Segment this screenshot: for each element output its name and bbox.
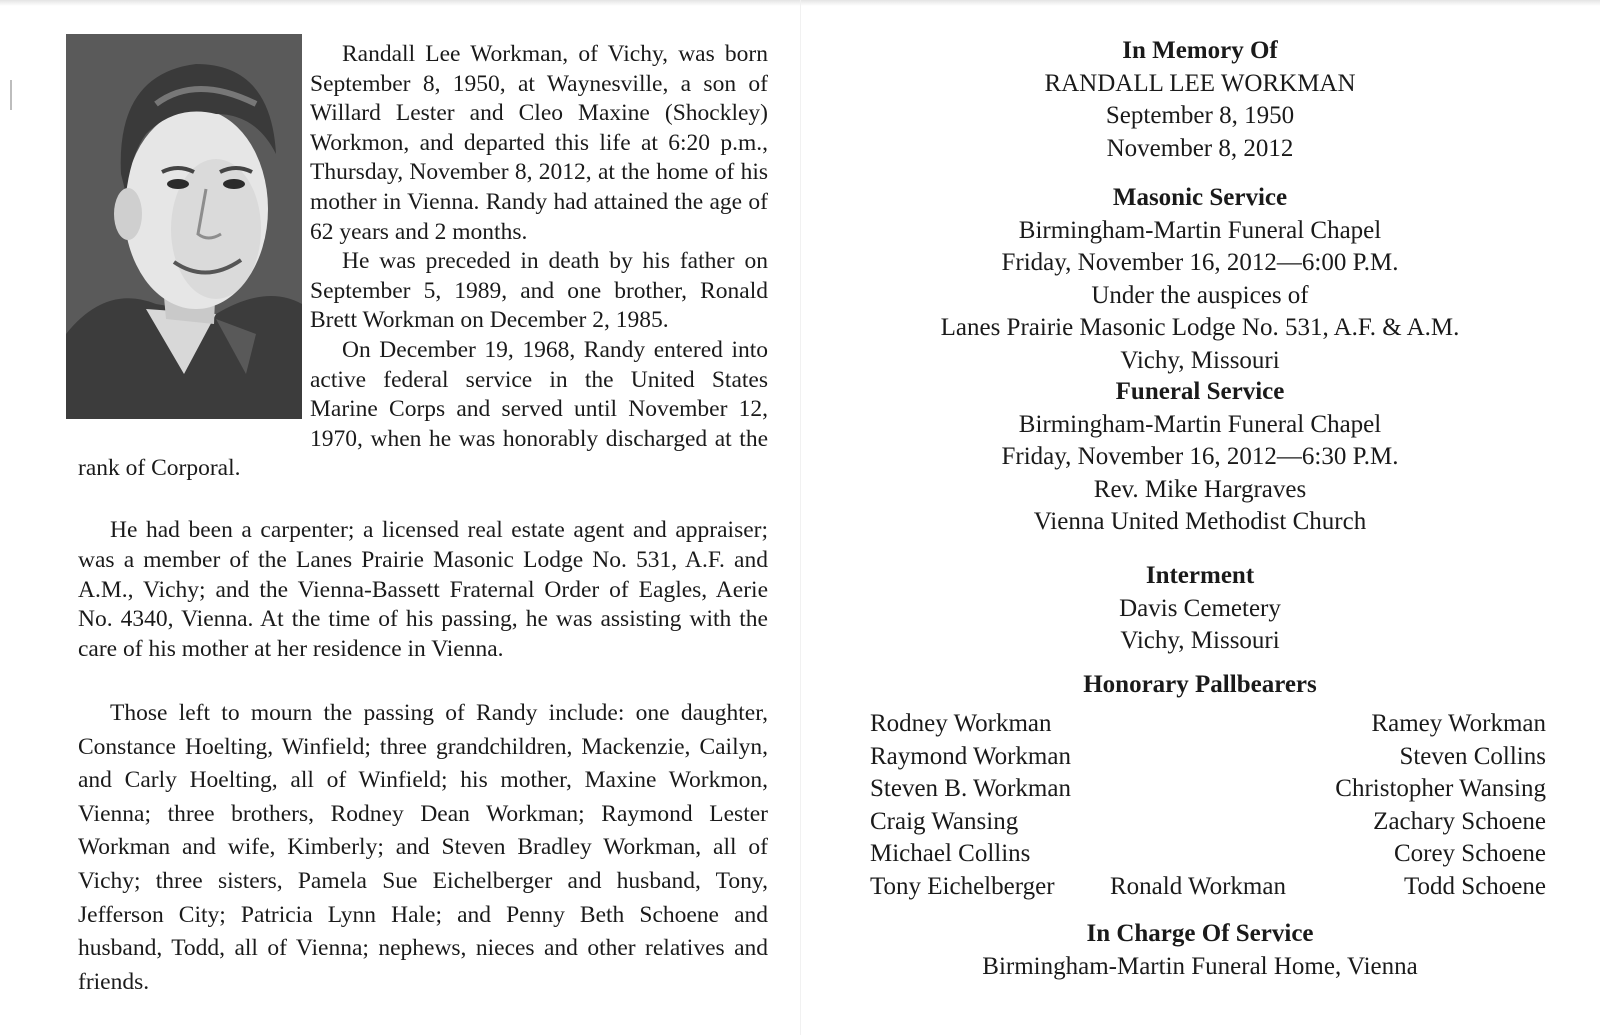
obituary-text-survivors	[78, 697, 768, 999]
in-charge-section	[800, 918, 1600, 983]
memory-section	[800, 35, 1600, 165]
bio-paragraph-preceded: He was preceded in death by his father on September 5, 1989, and one brother, Ronald Brett Workman on December 2, 1985.	[310, 248, 768, 334]
obituary-text	[78, 40, 768, 484]
pallbearers-heading: Honorary Pallbearers	[1083, 671, 1317, 698]
masonic-datetime: Friday, November 16, 2012—6:00 P.M.	[1001, 249, 1399, 276]
pallbearers-heading-wrap	[800, 669, 1600, 702]
masonic-auspices: Under the auspices of	[1091, 281, 1309, 309]
masonic-section	[800, 182, 1600, 377]
funeral-place: Birmingham-Martin Funeral Chapel	[1018, 410, 1382, 438]
interment-cemetery: Davis Cemetery	[1119, 594, 1281, 622]
pallbearer-name: Raymond Workman	[870, 742, 1071, 770]
funeral-section	[800, 376, 1600, 539]
deceased-name: RANDALL LEE WORKMAN	[1044, 69, 1356, 97]
pallbearer-name: Michael Collins	[870, 840, 1031, 868]
masonic-heading: Masonic Service	[1112, 184, 1288, 211]
bio-paragraph-birth: Randall Lee Workman, of Vichy, was born September 8, 1950, at Waynesville, a son of Willard Lester and Cleo Maxine (Shockley) Workmon, and departed this life at 6:20 p.m., Thursday, November 8, 2012, at the home of his mother in Vienna. Randy had attained the age of 62 years and 2 months.	[310, 41, 768, 245]
pallbearer-name: Christopher Wansing	[1335, 775, 1546, 803]
death-date: November 8, 2012	[1106, 134, 1294, 162]
funeral-officiant: Rev. Mike Hargraves	[1093, 475, 1307, 503]
bio-paragraph-career: He had been a carpenter; a licensed real estate agent and appraiser; was a member of the Lanes Prairie Masonic Lodge No. 531, A.F. and A.M., Vichy; and the Vienna-Bassett Fraternal Order of Eagles, Aerie No. 4340, Vienna. At the time of his passing, he was assisting with the care of his mother at her residence in Vienna.	[78, 517, 768, 663]
masonic-location: Vichy, Missouri	[1120, 346, 1280, 374]
pallbearer-name: Rodney Workman	[870, 710, 1052, 737]
pallbearer-name-middle: Ronald Workman	[1110, 873, 1286, 900]
service-panel	[800, 0, 1600, 1035]
bio-paragraph-survivors: Those left to mourn the passing of Randy include: one daughter, Constance Hoelting, Winfield; three grandchildren, Mackenzie, Cailyn, and Carly Hoelting, all of Winfield; his mother, Maxine Workmon, Vienna; three brothers, Rodney Dean Workman; Raymond Lester Workman and wife, Kimberly; and Steven Bradley Workman, all of Vichy; three sisters, Pamela Sue Eichelberger and husband, Tony, Jefferson City; Patricia Lynn Hale; and Penny Beth Schoene and husband, Todd, all of Vienna; nephews, nieces and other relatives and friends.	[78, 700, 768, 995]
obituary-text-career	[78, 516, 768, 669]
funeral-datetime: Friday, November 16, 2012—6:30 P.M.	[1001, 443, 1399, 470]
funeral-heading: Funeral Service	[1115, 378, 1285, 405]
masonic-lodge: Lanes Prairie Masonic Lodge No. 531, A.F. & A.M.	[940, 314, 1460, 341]
pallbearer-name: Tony Eichelberger	[870, 872, 1055, 900]
interment-location: Vichy, Missouri	[1120, 627, 1280, 654]
birth-date: September 8, 1950	[1105, 102, 1295, 129]
pallbearers-right-column	[1226, 708, 1546, 904]
memory-heading: In Memory Of	[1122, 37, 1278, 64]
interment-section	[800, 560, 1600, 658]
pallbearer-name: Todd Schoene	[1404, 872, 1546, 900]
pallbearer-name: Steven Collins	[1399, 742, 1546, 770]
pallbearer-name: Craig Wansing	[870, 807, 1019, 835]
bio-paragraph-service: On December 19, 1968, Randy entered into active federal service in the United States Marine Corps and served until November 12, 1970, when he was honorably discharged at the rank of Corporal.	[78, 336, 768, 482]
pallbearer-name: Zachary Schoene	[1373, 807, 1546, 835]
pallbearer-name: Steven B. Workman	[870, 775, 1071, 803]
pallbearer-name: Ramey Workman	[1371, 710, 1546, 737]
funeral-home: Birmingham-Martin Funeral Home, Vienna	[982, 952, 1418, 980]
pallbearer-name: Corey Schoene	[1393, 840, 1546, 868]
in-charge-heading: In Charge Of Service	[1086, 920, 1314, 947]
interment-heading: Interment	[1145, 562, 1255, 589]
funeral-church: Vienna United Methodist Church	[1033, 508, 1367, 535]
masonic-place: Birmingham-Martin Funeral Chapel	[1018, 216, 1382, 244]
